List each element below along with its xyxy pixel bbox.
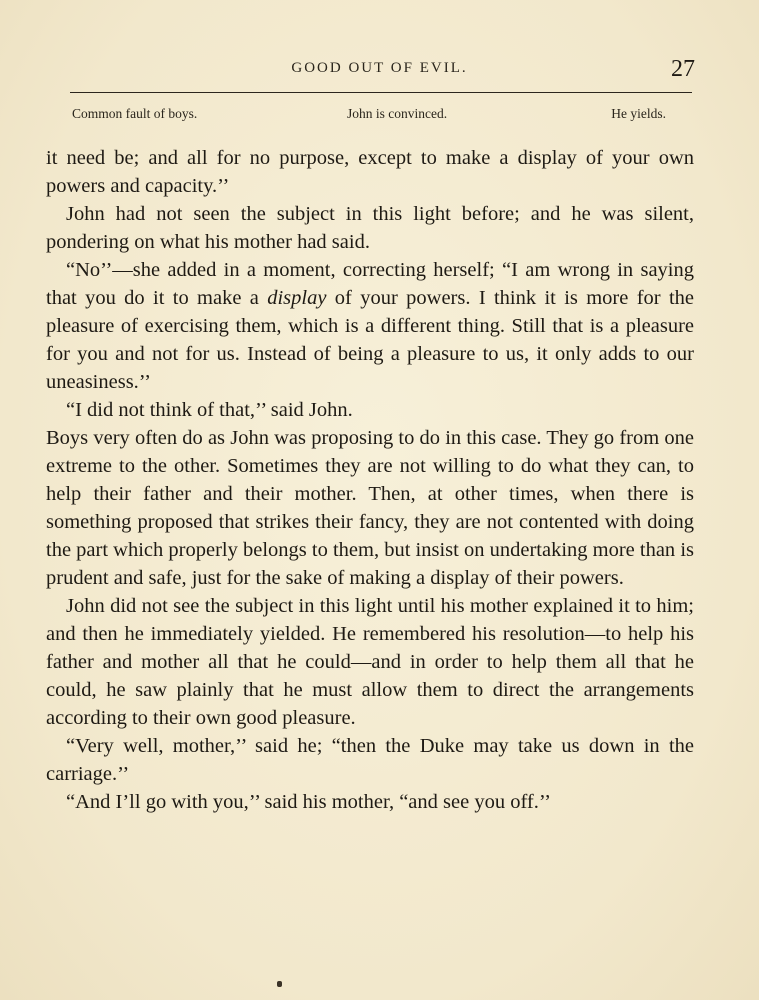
paragraph-text: “And I’ll go with you,’’ said his mother, “and see you off.’’ bbox=[66, 791, 551, 813]
paragraph-text: John had not seen the subject in this light before; and he was silent, pondering on what his mother had said. bbox=[46, 203, 694, 253]
topic-john-convinced: John is convinced. bbox=[347, 106, 448, 121]
paragraph-text: “I did not think of that,’’ said John. bbox=[66, 399, 353, 421]
paragraph-text: John did not see the subject in this light until his mother explained it to him; and then he immediately yielded. He remembered his resolution—to help his father and mother all that he could—and in order to help them all that he could, he saw plainly that he must allow them to direct the arrangements according to their own good pleasure. bbox=[46, 595, 694, 729]
ink-speck bbox=[277, 981, 282, 987]
paragraph bbox=[46, 396, 694, 424]
topic-he-yields: He yields. bbox=[611, 106, 666, 121]
body-text bbox=[46, 144, 694, 816]
page-number: 27 bbox=[671, 56, 695, 82]
paragraph-text: “Very well, mother,’’ said he; “then the Duke may take us down in the carriage.’’ bbox=[46, 735, 694, 785]
header-rule bbox=[70, 92, 692, 93]
paragraph bbox=[46, 144, 694, 200]
paragraph bbox=[46, 788, 694, 816]
paragraph-text: “No’’—she added in a moment, correcting herself; “I am wrong in saying that you do it to make a bbox=[46, 259, 694, 309]
marginal-topics bbox=[70, 106, 666, 126]
paragraph-text: of your powers. I think it is more for the pleasure of exercising them, which is a different thing. Still that is a pleasure for you and not for us. Instead of being a pleasure to us, it only adds to our uneasiness.’’ bbox=[46, 287, 694, 393]
paragraph-text: it need be; and all for no purpose, except to make a display of your own powers and capacity.’’ bbox=[46, 147, 694, 197]
paragraph-text: Boys very often do as John was proposing to do in this case. They go from one extreme to the other. Sometimes they are not willing to do what they can, to help their father and their mother. Then, at other times, when there is something proposed that strikes their fancy, they are not contented with doing the part which properly belongs to them, but insist on undertaking more than is prudent and safe, just for the sake of making a display of their powers. bbox=[46, 427, 694, 589]
paragraph bbox=[46, 200, 694, 256]
paragraph bbox=[46, 256, 694, 396]
topic-common-fault: Common fault of boys. bbox=[72, 106, 198, 121]
paragraph bbox=[46, 592, 694, 732]
paragraph bbox=[46, 732, 694, 788]
running-title: GOOD OUT OF EVIL. bbox=[291, 60, 468, 76]
emphasized-word: display bbox=[267, 287, 327, 309]
running-head bbox=[0, 56, 759, 80]
paragraph bbox=[46, 424, 694, 592]
